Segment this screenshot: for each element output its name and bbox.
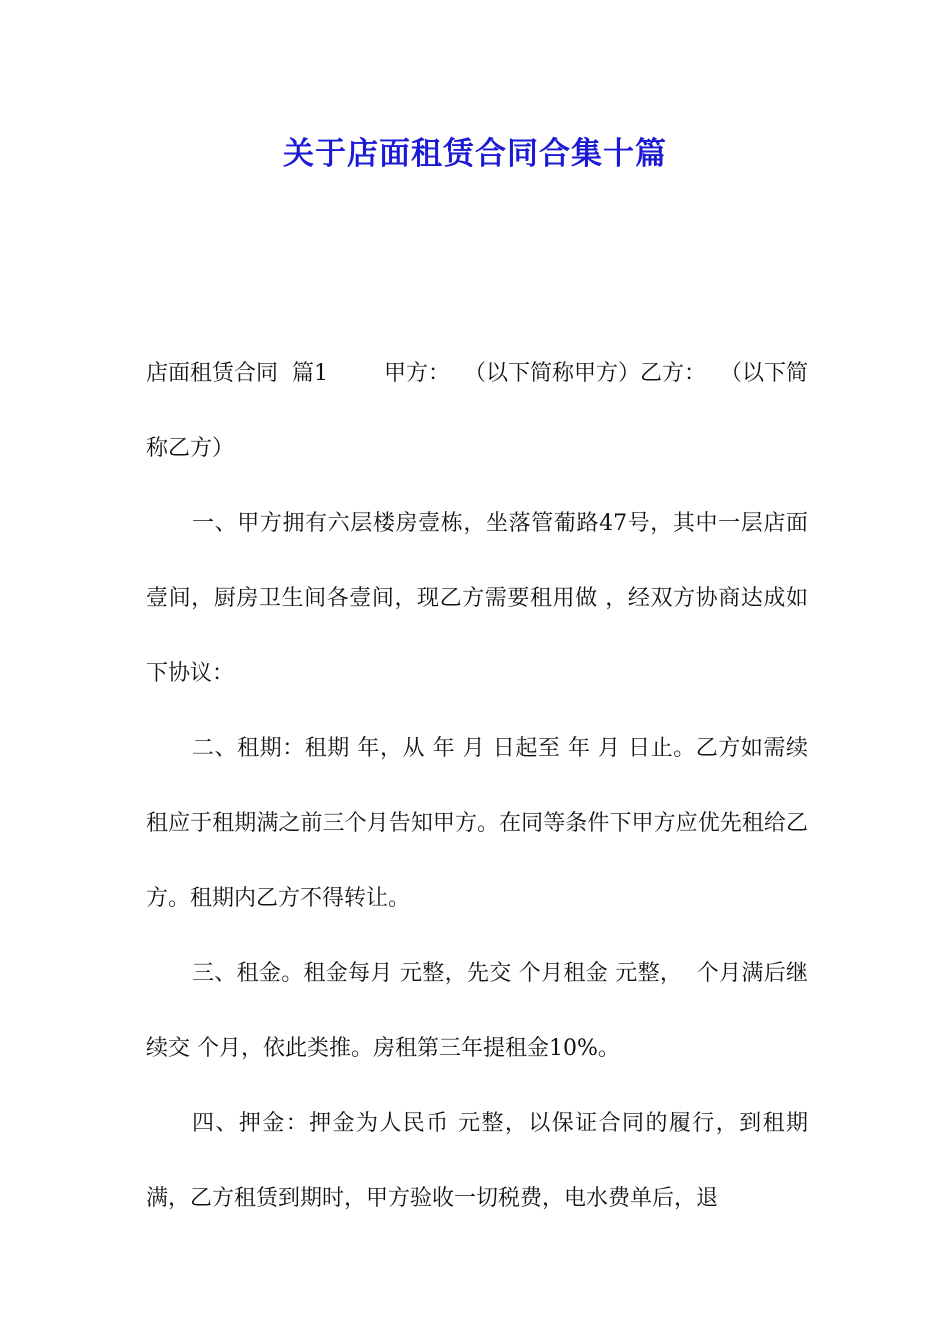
document-title: 关于店面租赁合同合集十篇: [283, 136, 667, 172]
paragraph-clause-3: 三、租金。租金每月 元整，先交 个月租金 元整， 个月满后继续交 个月，依此类推。房租第三年提租金10%。: [146, 961, 808, 1061]
paragraph-clause-2: 二、租期：租期 年，从 年 月 日起至 年 月 日止。乙方如需续租应于租期满之前三个月告知甲方。在同等条件下甲方应优先租给乙方。租期内乙方不得转让。: [146, 736, 808, 911]
paragraph-clause-1: 一、甲方拥有六层楼房壹栋，坐落管葡路47号，其中一层店面壹间，厨房卫生间各壹间，现乙方需要租用做 ，经双方协商达成如下协议：: [146, 511, 808, 686]
paragraph-header: 店面租赁合同 篇1 甲方： （以下简称甲方）乙方： （以下简称乙方）: [146, 361, 808, 461]
document-body: [146, 336, 808, 1236]
paragraph-clause-4: 四、押金：押金为人民币 元整，以保证合同的履行，到租期满，乙方租赁到期时，甲方验收一切税费，电水费单后，退: [146, 1111, 808, 1211]
